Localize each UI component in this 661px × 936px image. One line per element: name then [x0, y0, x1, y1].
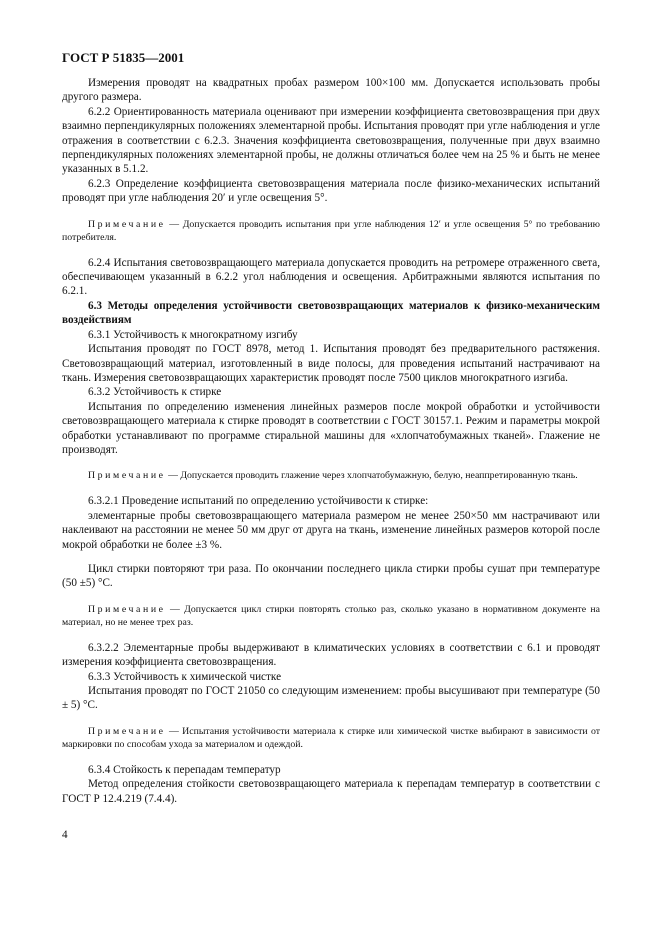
note-label: Примечание: [88, 603, 166, 615]
subsection-heading-6-3-1: 6.3.1 Устойчивость к многократному изгибу: [88, 328, 298, 341]
note: Примечание — Допускается проводить глажение через хлопчатобумажную, белую, неаппретированную ткань.: [88, 470, 578, 482]
paragraph: Измерения проводят на квадратных пробах размером 100×100 мм. Допускается использовать пробы другого размера.: [62, 77, 600, 104]
paragraph-6-2-3: 6.2.3 Определение коэффициента световозвращения материала после физико-механических испытаний проводят при угле наблюдения 20′ и угле освещения 5°.: [62, 177, 600, 205]
note-text: Допускается проводить испытания при угле наблюдения 12′ и угле освещения 5° по требованию потребителя.: [62, 218, 600, 243]
note: Примечание — Допускается цикл стирки повторять столько раз, сколько указано в нормативном документе на материал, но не менее трех раз.: [62, 603, 601, 628]
subsection-heading-6-3-2: 6.3.2 Устойчивость к стирке: [88, 386, 222, 399]
section-heading-6-3: 6.3 Методы определения устойчивости световозвращающих материалов к физико-механическим воздействиям: [62, 299, 600, 327]
paragraph-6-2-2: 6.2.2 Ориентированность материала оценивают при измерении коэффициента световозвращения при двух взаимно перпендикулярных положениях элементарной пробы. Испытания проводят при угле наблюдения и угле отражения в соответствии с 6.2.3. Значения коэффициента световозвращения, полученные при двух взаимно перпендикулярных положениях элементарной пробы, не должны отличаться более чем на 25 % и быть не менее указанных в 5.1.2.: [62, 105, 600, 176]
document-body: [62, 76, 600, 806]
note: Примечание — Испытания устойчивости материала к стирке или химической чистке выбирают в зависимости от маркировки по способам ухода за материалом и одеждой.: [62, 725, 600, 750]
paragraph: Испытания проводят по ГОСТ 8978, метод 1. Испытания проводят без предварительного растяжения. Световозвращающий материал, изготовленный в виде полосы, для проведения испытаний настрачивают на ткань. Измерения световозвращающих характеристик проводят после 7500 циклов многократного изгиба.: [62, 343, 600, 384]
standard-header: ГОСТ Р 51835—2001: [62, 50, 185, 65]
page-number: 4: [62, 829, 68, 841]
note-label: Примечание: [88, 218, 166, 230]
note-text: Допускается проводить глажение через хлопчатобумажную, белую, неаппретированную ткань.: [180, 470, 578, 482]
paragraph-6-3-2-2: 6.3.2.2 Элементарные пробы выдерживают в климатических условиях в соответствии с 6.1 и проводят измерения коэффициента световозвращения.: [62, 641, 600, 669]
paragraph: Цикл стирки повторяют три раза. По окончании последнего цикла стирки пробы сушат при температуре (50 ±5) °С.: [62, 562, 600, 590]
subsection-heading-6-3-4: 6.3.4 Стойкость к перепадам температур: [88, 763, 281, 776]
note-text: Испытания устойчивости материала к стирке или химической чистке выбирают в зависимости от маркировки по способам ухода за материалом и одеждой.: [62, 725, 600, 750]
note-label: Примечание: [88, 725, 166, 737]
paragraph: Испытания по определению изменения линейных размеров после мокрой обработки и устойчивости световозвращающего материала к стирке проводят в соответствии с ГОСТ 30157.1. Режим и параметры мокрой обработки устанавливают по программе стиральной машины для «хлопчатобумажных тканей». Глажение не производят.: [62, 400, 600, 456]
note-text: Допускается цикл стирки повторять столько раз, сколько указано в нормативном документе на материал, но не менее трех раз.: [62, 603, 601, 628]
note: Примечание — Допускается проводить испытания при угле наблюдения 12′ и угле освещения 5° по требованию потребителя.: [62, 218, 600, 243]
paragraph: Метод определения стойкости световозвращающего материала к перепадам температур в соответствии с ГОСТ Р 12.4.219 (7.4.4).: [62, 778, 600, 805]
paragraph: элементарные пробы световозвращающего материала размером не менее 250×50 мм настрачивают или наклеивают на расстоянии не менее 50 мм друг от друга на ткань, изменение линейных размеров которой после мокрой обработки не более ±3 %.: [62, 509, 600, 551]
paragraph-6-2-4: 6.2.4 Испытания световозвращающего материала допускается проводить на ретромере отраженного света, обеспечивающем указанный в 6.2.2 угол наблюдения и освещения. Арбитражными являются испытания по 6.2.1.: [62, 256, 600, 298]
paragraph-6-3-2-1: 6.3.2.1 Проведение испытаний по определению устойчивости к стирке:: [88, 495, 429, 508]
paragraph: Испытания проводят по ГОСТ 21050 со следующим изменением: пробы высушивают при температуре (50 ± 5) °С.: [62, 685, 600, 712]
note-label: Примечание: [88, 470, 166, 482]
subsection-heading-6-3-3: 6.3.3 Устойчивость к химической чистке: [88, 670, 282, 683]
